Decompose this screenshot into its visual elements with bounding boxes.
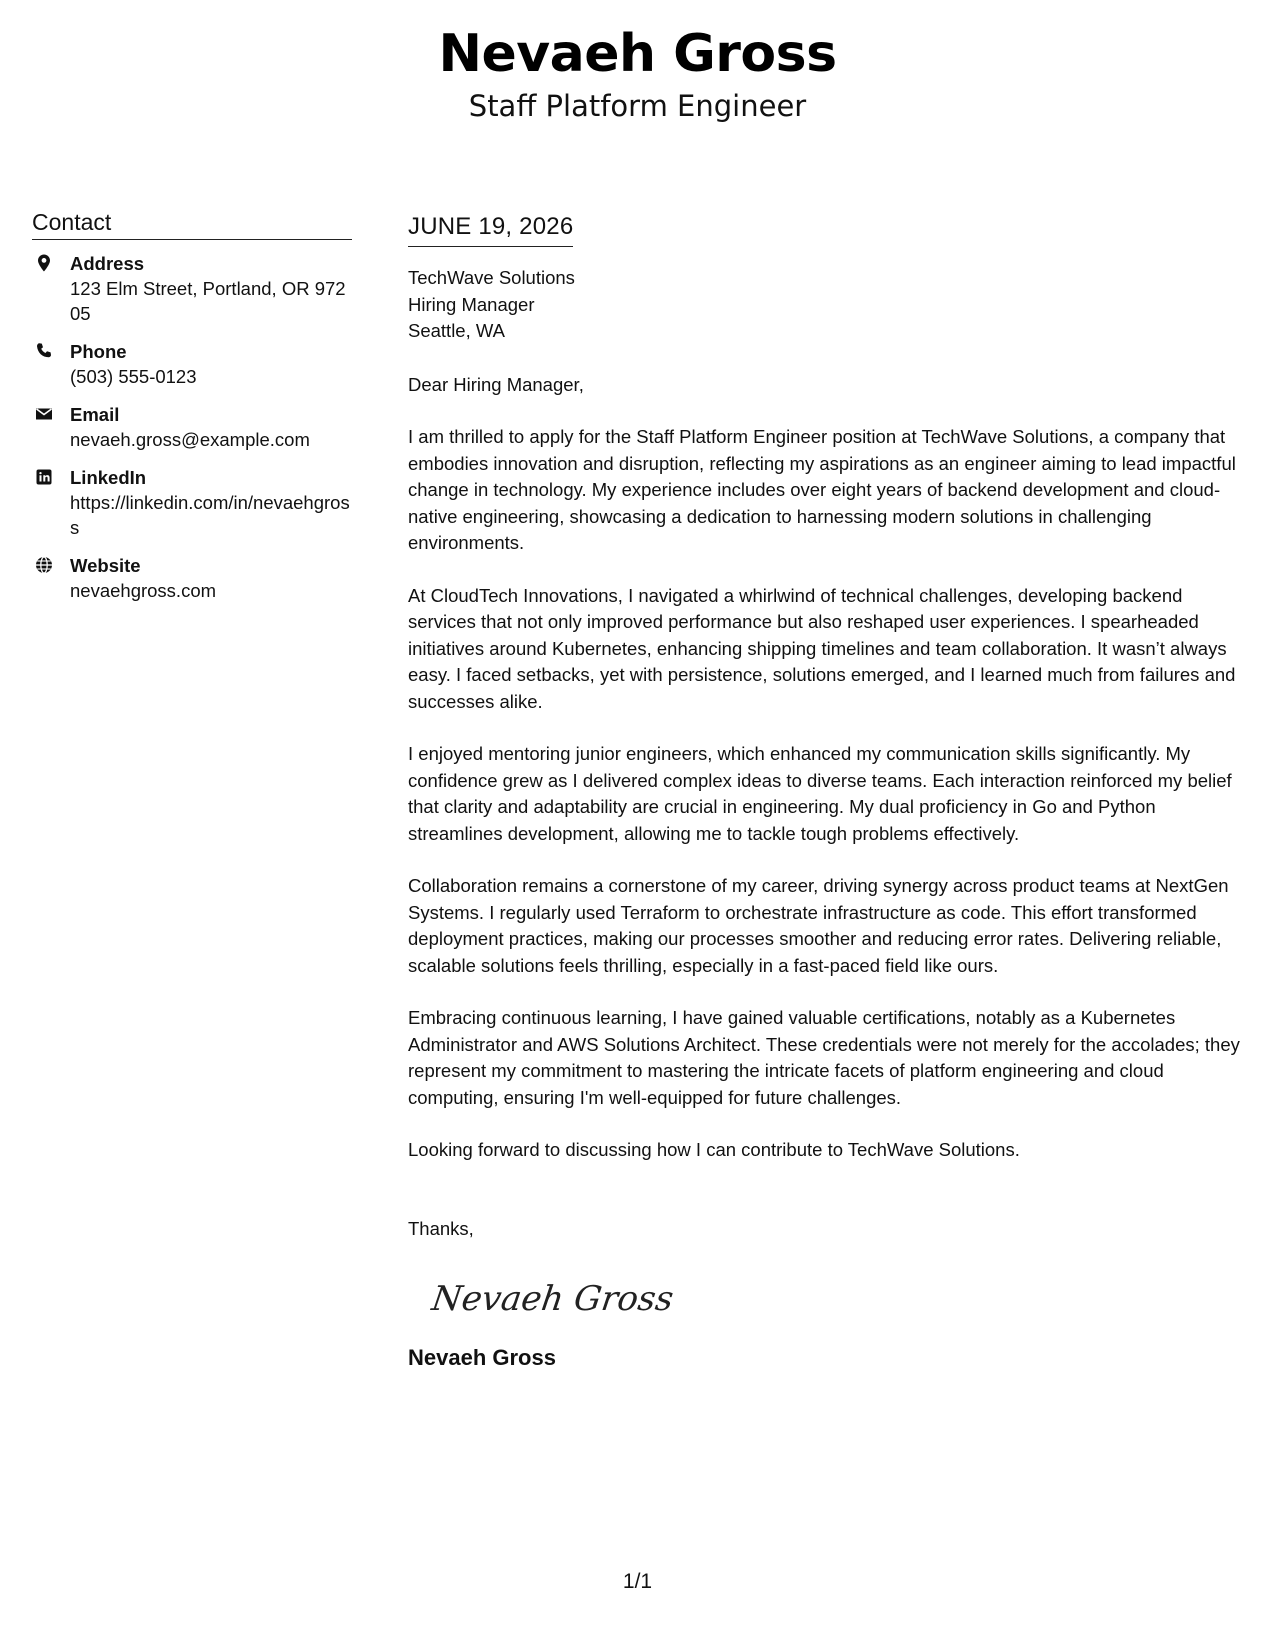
contact-email	[32, 403, 352, 452]
contact-label: Website	[70, 555, 141, 576]
paragraph: Looking forward to discussing how I can contribute to TechWave Solutions.	[408, 1139, 1020, 1160]
recipient-role: Hiring Manager	[408, 293, 535, 315]
phone-value: (503) 555-0123	[70, 366, 197, 387]
salutation: Dear Hiring Manager,	[408, 373, 584, 395]
contact-phone	[32, 340, 352, 389]
letter-body	[408, 212, 1253, 1372]
contact-label: Email	[70, 404, 120, 425]
contact-linkedin	[32, 466, 352, 540]
recipient-company: TechWave Solutions	[408, 267, 575, 288]
phone-icon	[34, 341, 54, 361]
contact-sidebar	[32, 208, 352, 617]
email-link[interactable]: nevaeh.gross@example.com	[70, 429, 310, 450]
signature-text: Nevaeh Gross	[429, 1278, 676, 1319]
envelope-icon	[34, 404, 54, 424]
contact-label: Phone	[70, 341, 127, 362]
address-value: 123 Elm Street, Portland, OR 97205	[70, 278, 346, 324]
location-pin-icon	[34, 253, 54, 273]
paragraph: At CloudTech Innovations, I navigated a whirlwind of technical challenges, developing backend services that not only improved performance but also reshaped user experiences. I spearheaded initiatives around Kubernetes, enhancing shipping timelines and team collaboration. It wasn’t always easy. I faced setbacks, yet with persistence, solutions emerged, and I learned much from failures and successes alike.	[408, 584, 1236, 712]
recipient-block	[408, 265, 1253, 345]
contact-address	[32, 252, 352, 326]
contact-website	[32, 554, 352, 603]
signer-name: Nevaeh Gross	[408, 1344, 556, 1370]
contact-list	[32, 252, 352, 603]
contact-label: Address	[70, 253, 145, 274]
paragraph: Collaboration remains a cornerstone of my career, driving synergy across product teams at NextGen Systems. I regularly used Terraform to orchestrate infrastructure as code. This effort transformed deployment practices, making our processes smoother and reducing error rates. Delivering reliable, scalable solutions feels thrilling, especially in a fast-paced field like ours.	[408, 875, 1229, 976]
recipient-location: Seattle, WA	[408, 320, 505, 341]
page-number: 1/1	[622, 1570, 653, 1593]
applicant-name: Nevaeh Gross	[438, 24, 837, 84]
contact-label: LinkedIn	[70, 467, 147, 488]
handwritten-signature	[429, 1272, 676, 1322]
letter-date: JUNE 19, 2026	[408, 212, 573, 247]
closing: Thanks,	[408, 1217, 474, 1239]
linkedin-link[interactable]: https://linkedin.com/in/nevaehgross	[70, 492, 350, 538]
paragraph: I am thrilled to apply for the Staff Platform Engineer position at TechWave Solutions, a company that embodies innovation and disruption, reflecting my aspirations as an engineer aiming to lead impactful change in technology. My experience includes over eight years of backend development and cloud-native engineering, showcasing a dedication to harnessing modern solutions in challenging environments.	[408, 426, 1236, 553]
paragraph: I enjoyed mentoring junior engineers, which enhanced my communication skills significantly. My confidence grew as I delivered complex ideas to diverse teams. Each interaction reinforced my belief that clarity and adaptability are crucial in engineering. My dual proficiency in Go and Python streamlines development, allowing me to tackle tough problems effectively.	[408, 743, 1232, 844]
letter-header	[0, 22, 1275, 124]
applicant-title: Staff Platform Engineer	[468, 89, 807, 123]
website-link[interactable]: nevaehgross.com	[70, 580, 217, 601]
globe-icon	[34, 555, 54, 575]
linkedin-icon	[34, 467, 54, 487]
contact-heading: Contact	[32, 208, 352, 240]
paragraph: Embracing continuous learning, I have gained valuable certifications, notably as a Kubernetes Administrator and AWS Solutions Architect. These credentials were not merely for the accolades; they represent my commitment to mastering the intricate facets of platform engineering and cloud computing, ensuring I'm well-equipped for future challenges.	[408, 1007, 1240, 1108]
